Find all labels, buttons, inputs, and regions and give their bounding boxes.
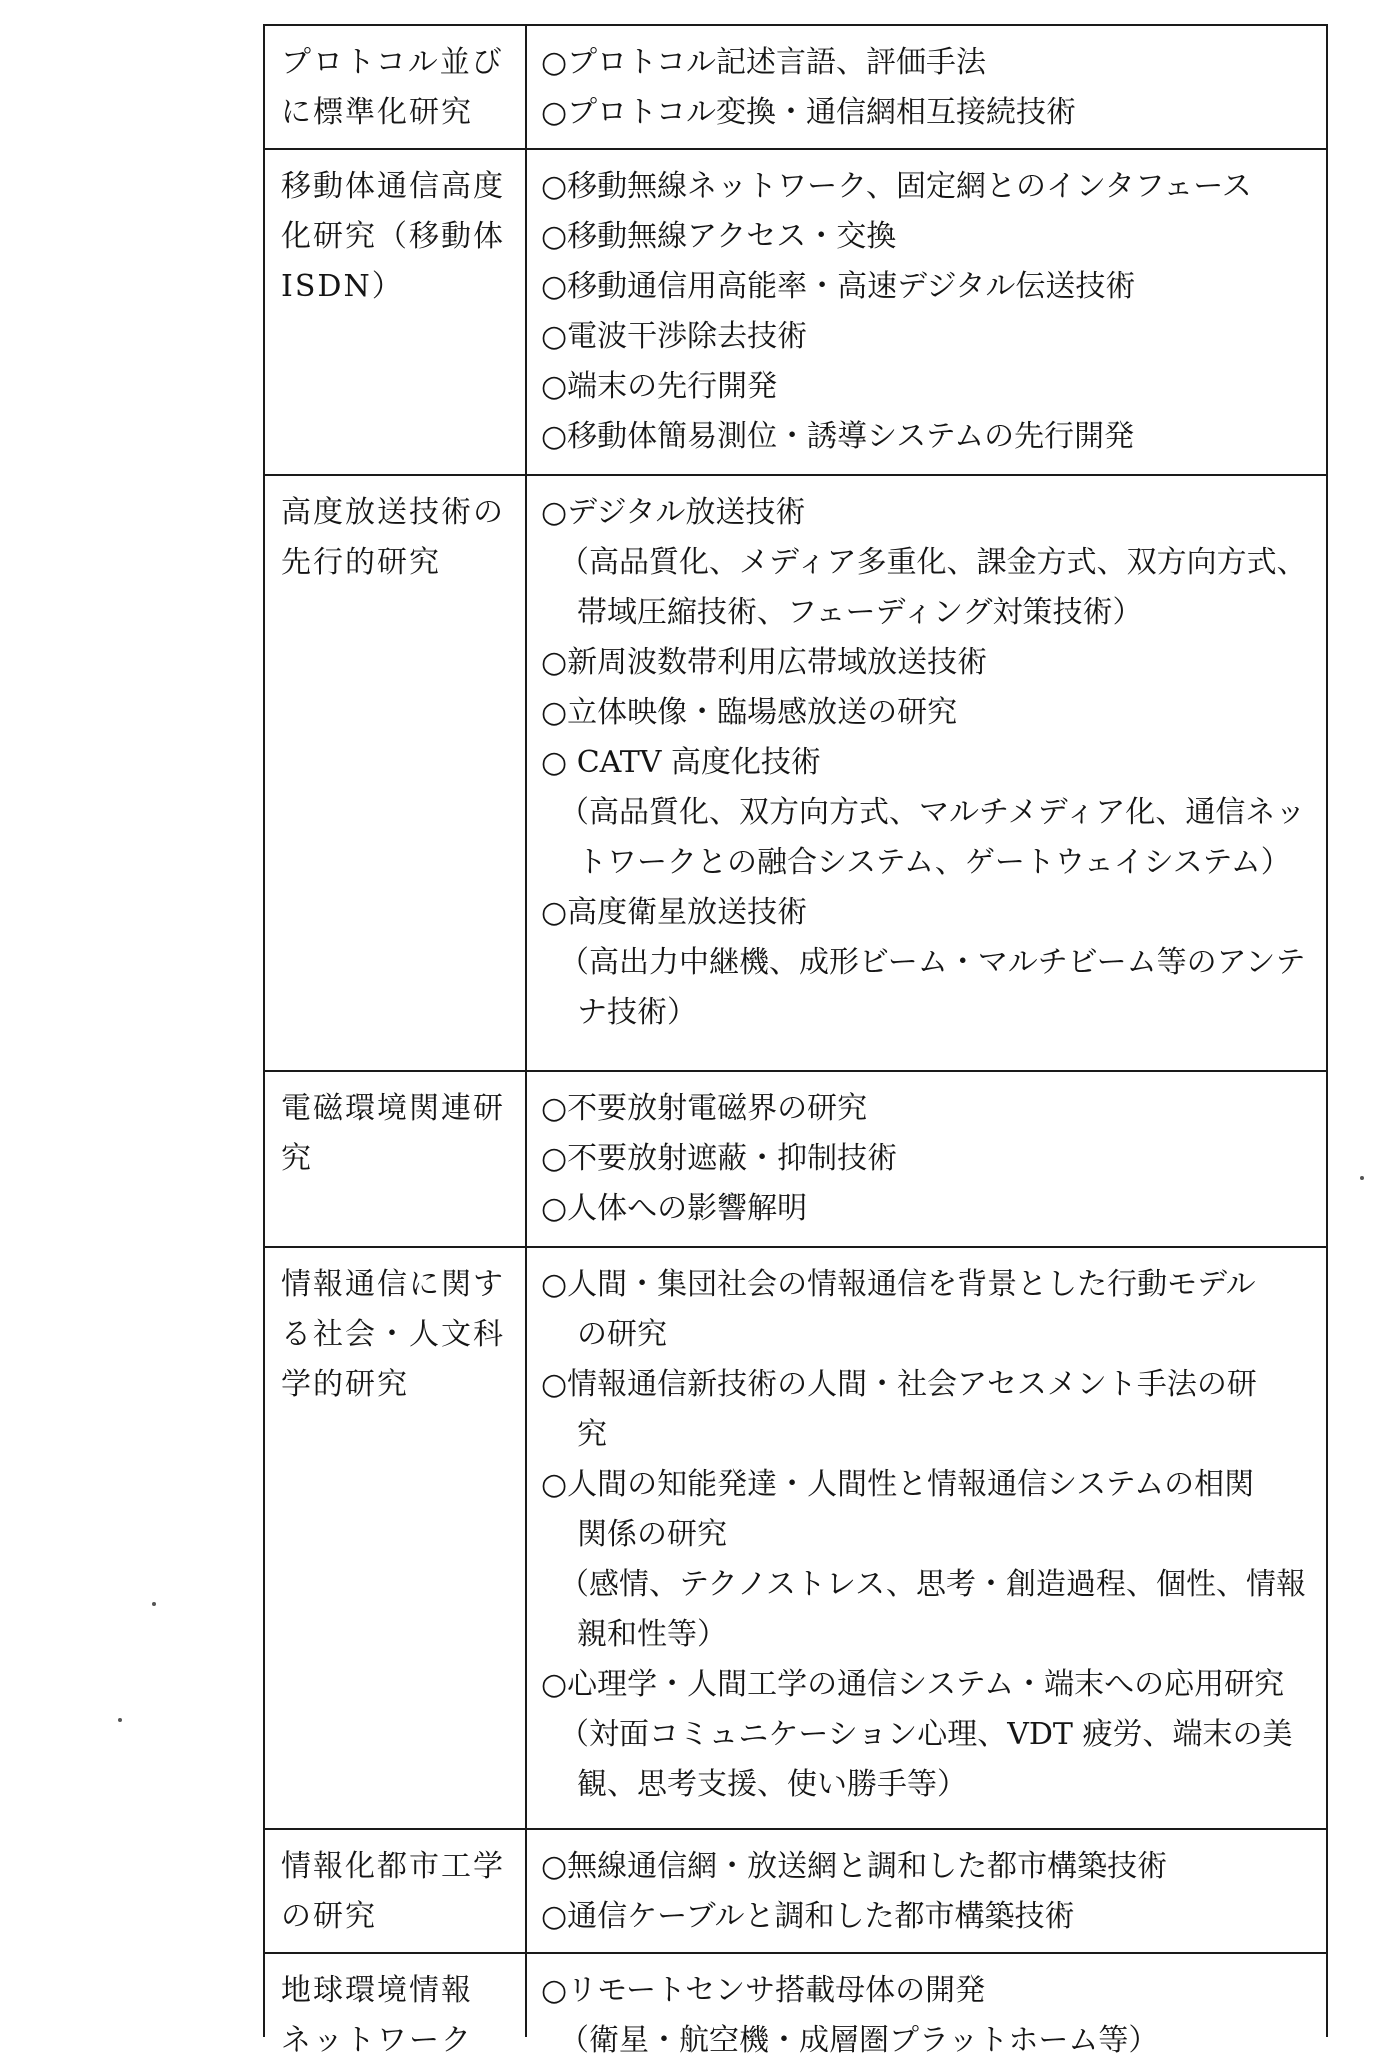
- category-cell: [281, 488, 515, 588]
- scan-speck: [1360, 1176, 1364, 1180]
- list-item-note: （高出力中継機、成形ビーム・マルチビーム等のアンテ: [559, 945, 1306, 980]
- list-item: ○心理学・人間工学の通信システム・端末への応用研究: [541, 1667, 1285, 1702]
- list-item-continuation: 観、思考支援、使い勝手等）: [577, 1767, 967, 1802]
- list-item-note: （対面コミュニケーション心理、VDT 疲労、端末の美: [559, 1717, 1293, 1752]
- list-item-continuation: 親和性等）: [577, 1617, 727, 1652]
- list-item: ○電波干渉除去技術: [541, 319, 808, 354]
- category-cell: [281, 1966, 515, 2066]
- scan-speck: [118, 1718, 122, 1722]
- list-item-note: （高品質化、メディア多重化、課金方式、双方向方式、: [559, 545, 1307, 580]
- category-line: 先行的研究: [281, 545, 441, 580]
- category-line: 高度放送技術の: [281, 495, 505, 530]
- list-item: ○移動無線ネットワーク、固定網とのインタフェース: [541, 169, 1252, 204]
- list-item: ○移動通信用高能率・高速デジタル伝送技術: [541, 269, 1136, 304]
- list-item: ○移動体簡易測位・誘導システムの先行開発: [541, 419, 1135, 454]
- list-item: ○無線通信網・放送網と調和した都市構築技術: [541, 1849, 1168, 1884]
- list-item: ○通信ケーブルと調和した都市構築技術: [541, 1899, 1075, 1934]
- category-line: 化研究（移動体: [281, 219, 505, 254]
- category-line: る社会・人文科: [281, 1317, 505, 1352]
- table-row: [265, 1952, 1327, 2058]
- list-item: ○人体への影響解明: [541, 1191, 808, 1226]
- category-cell: [281, 38, 515, 138]
- list-item: ○端末の先行開発: [541, 369, 778, 404]
- list-item: ○リモートセンサ搭載母体の開発: [541, 1973, 986, 2008]
- items-cell: [541, 1260, 1321, 1810]
- list-item-continuation: トワークとの融合システム、ゲートウェイシステム）: [577, 845, 1291, 880]
- list-item-continuation: 帯域圧縮技術、フェーディング対策技術）: [577, 595, 1143, 630]
- list-item-continuation: 究: [577, 1417, 607, 1452]
- category-line: ISDN）: [281, 269, 404, 304]
- list-item: ○プロトコル変換・通信網相互接続技術: [541, 95, 1076, 130]
- list-item-continuation: の研究: [577, 1317, 667, 1352]
- table-row: [265, 1246, 1327, 1830]
- research-table: [263, 24, 1327, 2058]
- items-cell: [541, 1842, 1321, 1942]
- items-cell: [541, 1966, 1321, 2066]
- items-cell: [541, 488, 1321, 1038]
- list-item: ○人間・集団社会の情報通信を背景とした行動モデル: [541, 1267, 1256, 1302]
- category-line: 究: [281, 1141, 313, 1176]
- category-line: 情報通信に関す: [281, 1267, 505, 1302]
- category-line: プロトコル並び: [281, 45, 504, 80]
- list-item: ○新周波数帯利用広帯域放送技術: [541, 645, 988, 680]
- table-row: [265, 474, 1327, 1072]
- items-cell: [541, 162, 1321, 462]
- list-item-note: （衛星・航空機・成層圏プラットホーム等）: [559, 2023, 1159, 2058]
- list-item-note: （高品質化、双方向方式、マルチメディア化、通信ネッ: [559, 795, 1306, 830]
- list-item: ○移動無線アクセス・交換: [541, 219, 897, 254]
- category-line: 学的研究: [281, 1367, 409, 1402]
- list-item-continuation: 関係の研究: [577, 1517, 727, 1552]
- table-row: [265, 1070, 1327, 1248]
- list-item: ○不要放射電磁界の研究: [541, 1091, 868, 1126]
- category-line: 移動体通信高度: [281, 169, 505, 204]
- category-line: 電磁環境関連研: [281, 1091, 505, 1126]
- list-item-continuation: ナ技術）: [577, 995, 697, 1030]
- category-line: 情報化都市工学: [281, 1849, 505, 1884]
- category-cell: [281, 1842, 515, 1942]
- list-item: ○高度衛星放送技術: [541, 895, 808, 930]
- list-item: ○立体映像・臨場感放送の研究: [541, 695, 958, 730]
- items-cell: [541, 38, 1321, 138]
- table-row: [265, 1828, 1327, 1954]
- category-line: 地球環境情報: [281, 1973, 473, 2008]
- category-cell: [281, 1260, 515, 1410]
- category-cell: [281, 1084, 515, 1184]
- table-row: [265, 24, 1327, 150]
- list-item: ○人間の知能発達・人間性と情報通信システムの相関: [541, 1467, 1255, 1502]
- list-item: ○デジタル放送技術: [541, 495, 806, 530]
- category-line: の研究: [281, 1899, 377, 1934]
- category-line: ネットワーク: [281, 2023, 473, 2058]
- list-item: ○不要放射遮蔽・抑制技術: [541, 1141, 898, 1176]
- scan-speck: [152, 1602, 156, 1606]
- list-item-note: （感情、テクノストレス、思考・創造過程、個性、情報: [559, 1567, 1306, 1602]
- list-item: ○ CATV 高度化技術: [541, 745, 821, 780]
- items-cell: [541, 1084, 1321, 1234]
- category-line: に標準化研究: [281, 95, 473, 130]
- list-item: ○プロトコル記述言語、評価手法: [541, 45, 986, 80]
- table-row: [265, 148, 1327, 476]
- category-cell: [281, 162, 515, 312]
- list-item: ○情報通信新技術の人間・社会アセスメント手法の研: [541, 1367, 1257, 1402]
